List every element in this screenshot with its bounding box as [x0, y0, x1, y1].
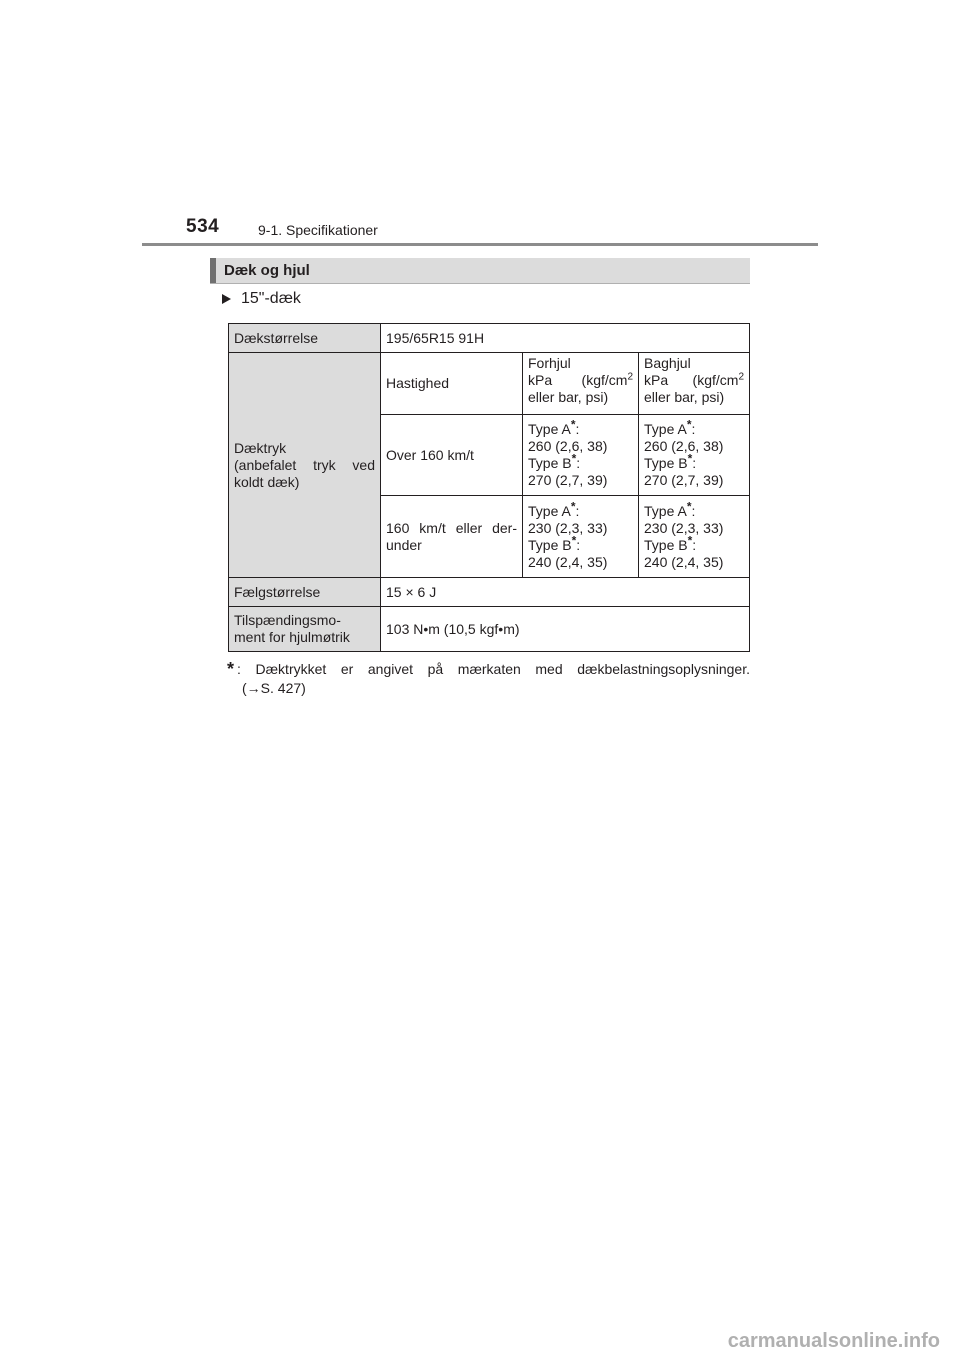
watermark: carmanualsonline.info [727, 1330, 940, 1352]
pressure-label-line: (anbefalet tryk ved [234, 456, 375, 473]
footnote-reference: (→S. 427) [242, 680, 306, 696]
rear-wheel-header [639, 353, 750, 415]
table-row [229, 324, 750, 353]
pressure-label-line: Dæktryk [234, 439, 287, 456]
tire-spec-table [228, 323, 750, 652]
footnote-star: * [227, 659, 235, 679]
front-header-line: Forhjul [528, 355, 571, 371]
rear-header-line: eller bar, psi) [644, 389, 725, 405]
rear-pressure-over: Type A*: 260 (2,6, 38) Type B*: 270 (2,7, 39) [639, 415, 750, 496]
torque-label: Tilspændingsmo- ment for hjulmøtrik [229, 607, 381, 652]
subsection-label: 15"-dæk [241, 290, 301, 307]
footnote [227, 660, 750, 698]
rear-header-line: kPa ($kgf/cm^2$ [644, 371, 744, 388]
table-row [229, 578, 750, 607]
speed-header: Hastighed [381, 353, 523, 415]
page-number: 534 [186, 216, 220, 237]
pressure-label-line: koldt dæk) [234, 473, 300, 490]
header-rule [142, 243, 818, 246]
chapter-title: 9-1. Specifikationer [258, 222, 378, 238]
pressure-label [229, 353, 381, 578]
footnote-text: : Dæktrykket er angivet på mærkaten med dækbelastningsoplysninger. [237, 661, 750, 677]
subsection-heading [222, 290, 301, 308]
speed-160-or-under: 160 km/t eller der- under [381, 496, 523, 578]
front-pressure-under: Type A*: 230 (2,3, 33) Type B*: 240 (2,4, 35) [523, 496, 639, 578]
rear-pressure-under: Type A*: 230 (2,3, 33) Type B*: 240 (2,4, 35) [639, 496, 750, 578]
speed-over-160: Over 160 km/t [381, 415, 523, 496]
front-pressure-over: Type A*: 260 (2,6, 38) Type B*: 270 (2,7, 39) [523, 415, 639, 496]
front-header-line: eller bar, psi) [528, 389, 609, 405]
rim-size-value: 15 × 6 J [381, 578, 750, 607]
section-accent [210, 258, 216, 283]
section-title: Dæk og hjul [224, 262, 310, 279]
table-row [229, 353, 750, 415]
footnote-line [227, 660, 750, 679]
tire-size-label: Dækstørrelse [229, 324, 381, 353]
torque-value: 103 N•m (10,5 kgf•m) [381, 607, 750, 652]
front-header-line: kPa ($kgf/cm^2$ [528, 371, 633, 388]
tire-size-value: 195/65R15 91H [381, 324, 750, 353]
rim-size-label: Fælgstørrelse [229, 578, 381, 607]
rear-header-line: Baghjul [644, 355, 691, 371]
section-heading-bar [210, 258, 750, 284]
triangle-bullet-icon [222, 294, 231, 304]
table-row [229, 607, 750, 652]
front-wheel-header [523, 353, 639, 415]
